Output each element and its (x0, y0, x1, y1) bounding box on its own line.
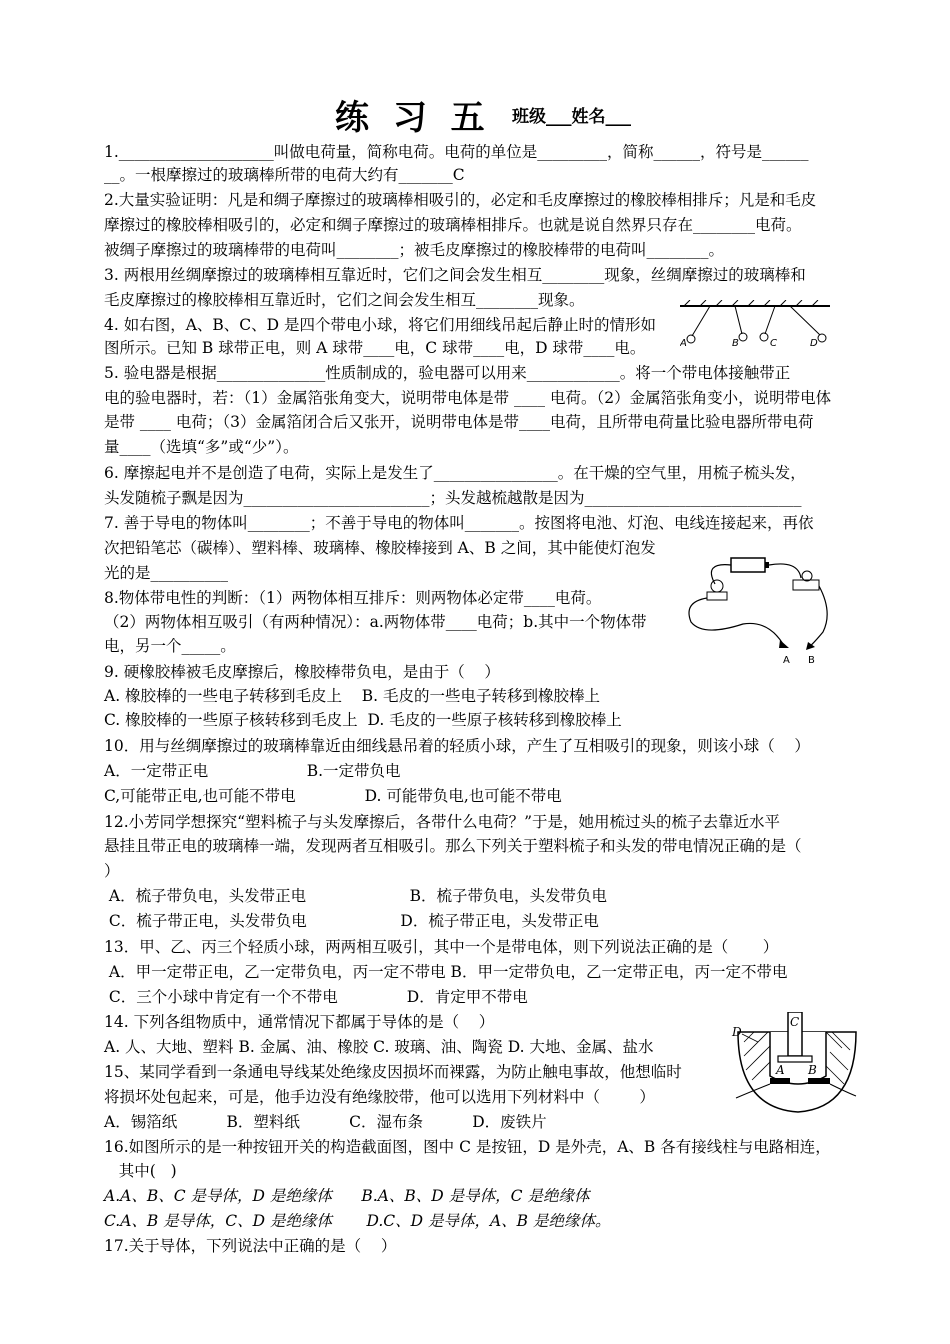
text-line: A．梳子带负电，头发带正电 B．梳子带负电，头发带负电 (104, 887, 607, 905)
ball-label: B (732, 338, 739, 349)
text-line: 电，另一个_____。 (104, 637, 236, 655)
text-line: 17.关于导体，下列说法中正确的是（ ） (104, 1237, 397, 1255)
text-line: A. 人、大地、塑料 B. 金属、油、橡胶 C. 玻璃、油、陶瓷 D. 大地、金属、盐水 (104, 1038, 654, 1056)
button-switch-figure (730, 1012, 860, 1120)
text-line: 5. 验电器是根据______________性质制成的，验电器可以用来____________。将一个带电体接触带正 (104, 364, 791, 382)
text-line: C.A、B 是导体，C、D 是绝缘体 D.C、D 是导体，A、B 是绝缘体。 (104, 1212, 611, 1230)
text-line: 毛皮摩擦过的橡胶棒相互靠近时，它们之间会发生相互________现象。 (104, 291, 585, 309)
ball-label: C (770, 338, 777, 349)
charged-balls-figure (680, 300, 830, 350)
text-line: 10．用与丝绸摩擦过的玻璃棒靠近由细线悬吊着的轻质小球，产生了互相吸引的现象，则该小球（ ） (104, 737, 810, 755)
text-line: 图所示。已知 B 球带正电，则 A 球带____电，C 球带____电，D 球带____电。 (104, 339, 646, 357)
text-line: 3. 两根用丝绸摩擦过的玻璃棒相互靠近时，它们之间会发生相互________现象，丝绸摩擦过的玻璃棒和 (104, 266, 806, 284)
text-line: A．锡箔纸 B．塑料纸 C．湿布条 D．废铁片 (104, 1113, 547, 1131)
text-line: 悬挂且带正电的玻璃棒一端，发现两者互相吸引。那么下列关于塑料梳子和头发的带电情况正确的是（ (104, 837, 802, 855)
text-line: 14. 下列各组物质中，通常情况下都属于导体的是（ ） (104, 1013, 495, 1031)
text-line: C．三个小球中肯定有一个不带电 D．肯定甲不带电 (104, 988, 528, 1006)
text-line: 9. 硬橡胶棒被毛皮摩擦后，橡胶棒带负电，是由于（ ） (104, 663, 500, 681)
text-line: 其中( ) (104, 1162, 177, 1180)
text-line: 4. 如右图，A、B、C、D 是四个带电小球，将它们用细线吊起后静止时的情形如 (104, 316, 657, 334)
circuit-figure (683, 552, 853, 667)
text-line: A．甲一定带正电，乙一定带负电，丙一定不带电 B．甲一定带负电，乙一定带正电，丙一定不带电 (104, 963, 788, 981)
circuit-label-a: A (783, 655, 790, 666)
text-line: 12.小芳同学想探究“塑料梳子与头发摩擦后，各带什么电荷？”于是，她用梳过头的梳子去靠近水平 (104, 813, 781, 831)
title-row (0, 90, 950, 140)
switch-label-d: D (732, 1025, 742, 1039)
text-line: 头发随梳子飘是因为________________________；头发越梳越散是因为____________________________ (104, 489, 802, 507)
text-line: 7. 善于导电的物体叫________；不善于导电的物体叫_______。按图将电池、灯泡、电线连接起来，再依 (104, 514, 814, 532)
text-line: 被绸子摩擦过的玻璃棒带的电荷叫________；被毛皮摩擦过的橡胶棒带的电荷叫________。 (104, 241, 725, 259)
switch-label-b: B (808, 1063, 817, 1077)
text-line: A．一定带正电 B.一定带负电 (104, 762, 401, 780)
text-line: ） (104, 862, 120, 880)
class-name-field: 班级___姓名___ (512, 107, 631, 127)
text-line: （2）两物体相互吸引（有两种情况）：a.两物体带____电荷；b.其中一个物体带 (104, 613, 647, 631)
text-line: A. 橡胶棒的一些电子转移到毛皮上 B. 毛皮的一些电子转移到橡胶棒上 (104, 687, 601, 705)
text-line: A.A、B、C 是导体，D 是绝缘体 B.A、B、D 是导体，C 是绝缘体 (104, 1187, 590, 1205)
text-line: __。一根摩擦过的玻璃棒所带的电荷大约有_______C (104, 166, 465, 184)
text-line: C,可能带正电,也可能不带电 D. 可能带负电,也可能不带电 (104, 787, 562, 805)
switch-label-a: A (776, 1063, 785, 1077)
ball-label: A (680, 338, 687, 349)
text-line: C. 橡胶棒的一些原子核转移到毛皮上 D. 毛皮的一些原子核转移到橡胶棒上 (104, 711, 622, 729)
text-line: 将损坏处包起来，可是，他手边没有绝缘胶带，他可以选用下列材料中（ ） (104, 1088, 655, 1106)
text-line: 8.物体带电性的判断：（1）两物体相互排斥：则两物体必定带____电荷。 (104, 589, 602, 607)
text-line: 13．甲、乙、丙三个轻质小球，两两相互吸引，其中一个是带电体，则下列说法正确的是（ ） (104, 938, 779, 956)
text-line: 次把铅笔芯（碳棒）、塑料棒、玻璃棒、橡胶棒接到 A、B 之间，其中能使灯泡发 (104, 539, 656, 557)
text-line: 量____（选填“多”或“少”）。 (104, 438, 299, 456)
page-title: 练 习 五 (335, 98, 491, 138)
text-line: 16.如图所示的是一种按钮开关的构造截面图，图中 C 是按钮，D 是外壳，A、B 各有接线柱与电路相连， (104, 1138, 831, 1156)
text-line: 1.____________________叫做电荷量，简称电荷。电荷的单位是_________，简称______，符号是______ (104, 143, 809, 161)
text-line: 6. 摩擦起电并不是创造了电荷，实际上是发生了________________。在干燥的空气里，用梳子梳头发， (104, 464, 806, 482)
text-line: 摩擦过的橡胶棒相吸引的，必定和绸子摩擦过的玻璃棒相排斥。也就是说自然界只存在________电荷。 (104, 216, 802, 234)
circuit-label-b: B (808, 655, 815, 666)
text-line: 电的验电器时，若：（1）金属箔张角变大，说明带电体是带 ____ 电荷。（2）金属箔张角变小，说明带电体 (104, 389, 832, 407)
ball-label: D (810, 338, 818, 349)
text-line: 是带 ____ 电荷；（3）金属箔闭合后又张开，说明带电体是带____电荷，且所带电荷量比验电器所带电荷 (104, 413, 814, 431)
switch-label-c: C (790, 1015, 800, 1029)
text-line: 2.大量实验证明：凡是和绸子摩擦过的玻璃棒相吸引的，必定和毛皮摩擦过的橡胶棒相排斥；凡是和毛皮 (104, 191, 817, 209)
text-line: 光的是__________ (104, 564, 229, 582)
text-line: C．梳子带正电，头发带负电 D．梳子带正电，头发带正电 (104, 912, 599, 930)
text-line: 15、某同学看到一条通电导线某处绝缘皮因损坏而裸露，为防止触电事故，他想临时 (104, 1063, 682, 1081)
